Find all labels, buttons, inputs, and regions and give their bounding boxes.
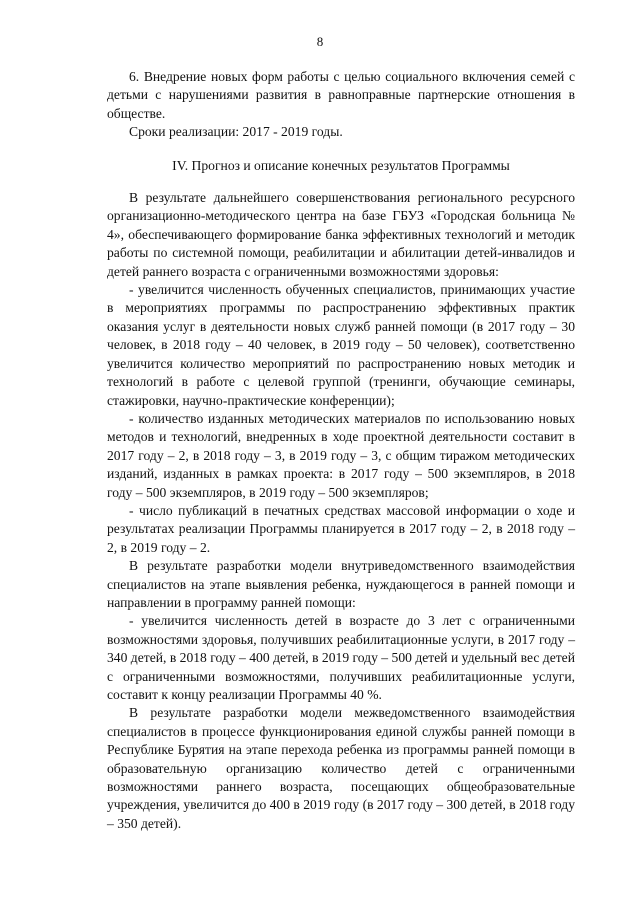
bullet-trained-specialists: - увеличится численность обученных специалистов, принимающих участие в мероприятиях программы по распространению эффективных практик оказания услуг в деятельности новых служб ранней помощи (в 2017 году – 30 человек, в 2018 году – 40 человек, в 2019 году – 50 человек), соответственно увеличится количество мероприятий по распространению новых методик и технологий в работе с целевой группой (тренинги, обучающие семинары, стажировки, научно-практические конференции);	[107, 282, 575, 408]
page-number: 8	[316, 34, 324, 49]
bullet-publications: - число публикаций в печатных средствах массовой информации о ходе и результатах реализации Программы планируется в 2017 году – 2, в 2018 году – 2, в 2019 году – 2.	[107, 502, 575, 555]
item-6-paragraph: 6. Внедрение новых форм работы с целью социального включения семей с детьми с нарушениями развития в равноправные партнерские отношения в обществе.	[107, 69, 575, 121]
inter-agency-model-paragraph: В результате разработки модели межведомственного взаимодействия специалистов в процессе функционирования единой службы ранней помощи в Республике Бурятия на этапе перехода ребенка из программы ранней помощи в образовательную организацию количество детей с ограниченными возможностями раннего возраста, посещающих общеобразовательные учреждения, увеличится до 400 в 2019 году (в 2017 году – 300 детей, в 2018 году – 350 детей).	[107, 705, 576, 831]
results-intro-paragraph: В результате дальнейшего совершенствования регионального ресурсного организационно-методического центра на базе ГБУЗ «Городская больница № 4», обеспечивающего формирование банка эффективных технологий и методик работы по системной помощи, реабилитации и абилитации детей-инвалидов и детей раннего возраста с ограниченными возможностями здоровья:	[107, 190, 575, 279]
bullet-methodical-materials: - количество изданных методических материалов по использованию новых методов и технологий, внедренных в ходе проектной деятельности составит в 2017 году – 2, в 2018 году – 3, в 2019 году – 3, с общим тиражом методических изданий, изданных в рамках проекта: в 2017 году – 500 экземпляров, в 2018 году – 500 экземпляров, в 2019 году – 500 экземпляров;	[107, 410, 575, 500]
intra-agency-model-paragraph: В результате разработки модели внутриведомственного взаимодействия специалистов на этапе выявления ребенка, нуждающегося в ранней помощи и направлении в программу ранней помощи:	[107, 558, 575, 610]
page-content	[107, 68, 575, 833]
section-heading: IV. Прогноз и описание конечных результатов Программы	[172, 157, 510, 173]
bullet-children-rehabilitation: - увеличится численность детей в возрасте до 3 лет с ограниченными возможностями здоровья, получивших реабилитационные услуги, в 2017 году – 340 детей, в 2018 году – 400 детей, в 2019 году – 500 детей и удельный вес детей с ограниченными возможностями, получивших реабилитационные услуги, составит к концу реализации Программы 40 %.	[107, 613, 575, 702]
implementation-deadline: Сроки реализации: 2017 - 2019 годы.	[129, 124, 343, 140]
